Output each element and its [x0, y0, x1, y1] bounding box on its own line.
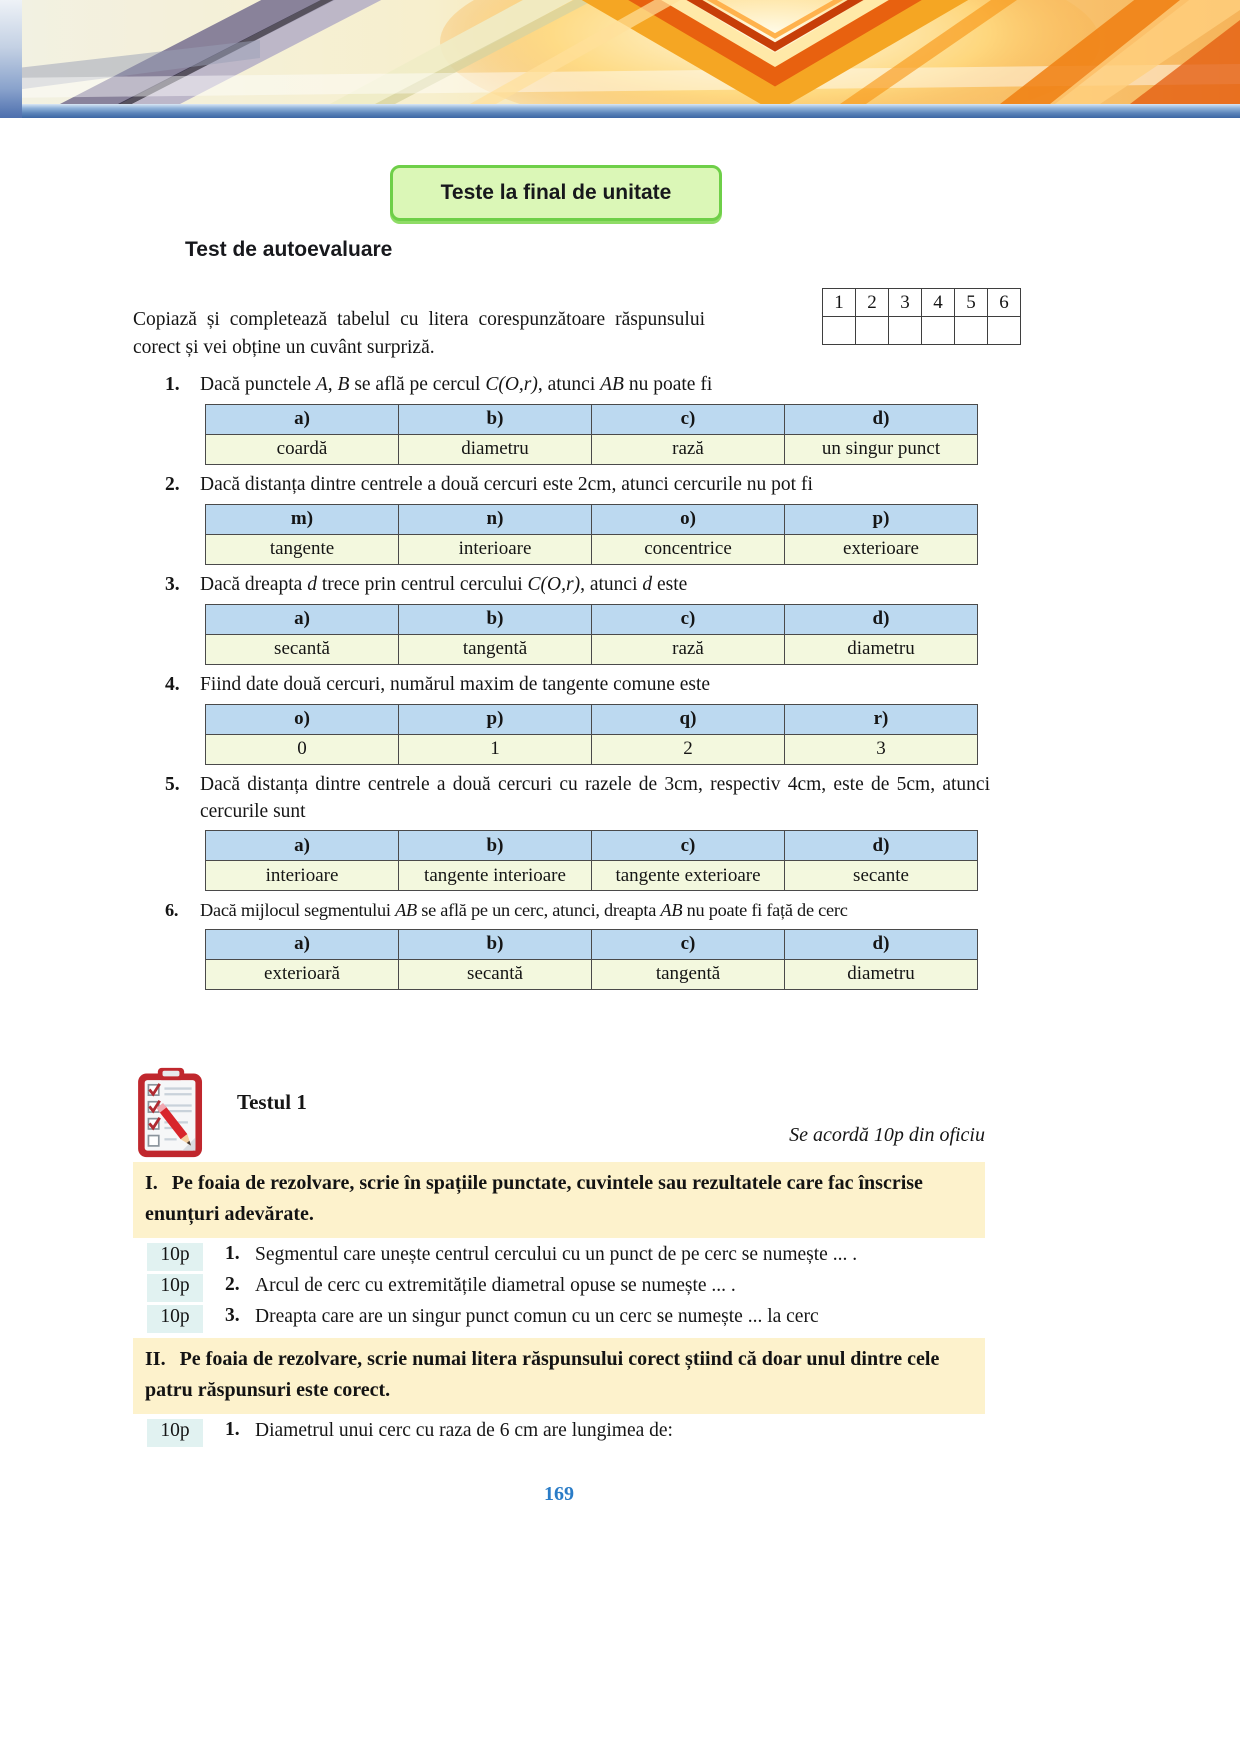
option-value: 3 — [785, 734, 978, 764]
option-label: c) — [592, 404, 785, 434]
self-evaluation-heading: Test de autoevaluare — [185, 238, 393, 261]
question-text: Dacă dreapta d trece prin centrul cercului C(O,r), atunci d este — [200, 573, 688, 595]
option-label: d) — [785, 831, 978, 861]
exercise-number: 2. — [225, 1274, 240, 1295]
answer-grid-empty-cell — [856, 317, 889, 345]
answer-grid-empty-cell — [988, 317, 1021, 345]
question-4 — [0, 672, 1240, 765]
section-2-items — [0, 1419, 1240, 1449]
section-1-text: Pe foaia de rezolvare, scrie în spațiile punctate, cuvintele sau rezultatele care fac înscrise enunțuri adevărate. — [145, 1172, 923, 1225]
page-number: 169 — [544, 1483, 574, 1505]
option-value: exterioare — [785, 534, 978, 564]
option-label: b) — [399, 604, 592, 634]
question-number: 3. — [165, 573, 180, 595]
option-value: interioare — [206, 861, 399, 891]
option-value: diametru — [785, 959, 978, 989]
question-text: Dacă mijlocul segmentului AB se află pe un cerc, atunci, dreapta AB nu poate fi față de cerc — [200, 900, 848, 921]
answer-grid-empty-row — [823, 317, 1021, 345]
question-1 — [0, 372, 1240, 465]
option-label: b) — [399, 831, 592, 861]
question-number: 6. — [165, 900, 179, 921]
option-value: tangentă — [399, 634, 592, 664]
section-1-items — [0, 1243, 1240, 1335]
option-value: secantă — [206, 634, 399, 664]
answer-grid-number: 1 — [823, 289, 856, 317]
testul-1-header — [0, 1062, 1240, 1162]
answer-grid-number: 5 — [955, 289, 988, 317]
header-abstract-artwork — [0, 0, 1240, 104]
exercise-row — [147, 1419, 1240, 1449]
question-text: Dacă distanța dintre centrele a două cercuri cu razele de 3cm, respectiv 4cm, este de 5cm, atunci cercurile sunt — [200, 773, 990, 822]
option-label: a) — [206, 404, 399, 434]
exercise-number: 3. — [225, 1305, 240, 1326]
option-label: b) — [399, 404, 592, 434]
option-value: 1 — [399, 734, 592, 764]
question-number: 5. — [165, 773, 180, 795]
option-label: d) — [785, 404, 978, 434]
option-value: rază — [592, 434, 785, 464]
option-label: o) — [592, 504, 785, 534]
section-1-numeral: I. — [145, 1172, 158, 1194]
question-number: 1. — [165, 374, 180, 395]
option-label: c) — [592, 929, 785, 959]
option-label: m) — [206, 504, 399, 534]
option-label: a) — [206, 831, 399, 861]
option-value: secantă — [399, 959, 592, 989]
option-value: tangente — [206, 534, 399, 564]
options-table — [205, 504, 978, 565]
question-text: Dacă distanța dintre centrele a două cercuri este 2cm, atunci cercurile nu pot fi — [200, 473, 813, 495]
question-number: 4. — [165, 673, 180, 695]
section-1-heading — [133, 1162, 985, 1238]
answer-grid-empty-cell — [889, 317, 922, 345]
option-value: secante — [785, 861, 978, 891]
exercise-text: Dreapta care are un singur punct comun cu un cerc se numește ... la cerc — [255, 1305, 819, 1327]
option-value: diametru — [399, 434, 592, 464]
option-label: c) — [592, 604, 785, 634]
header-banner — [0, 0, 1240, 118]
option-label: n) — [399, 504, 592, 534]
option-label: p) — [399, 704, 592, 734]
answer-grid-number: 6 — [988, 289, 1021, 317]
option-label: r) — [785, 704, 978, 734]
options-table — [205, 604, 978, 665]
points-badge: 10p — [147, 1305, 203, 1333]
question-text: Fiind date două cercuri, numărul maxim de tangente comune este — [200, 673, 711, 695]
question-number: 2. — [165, 473, 180, 495]
test-1-title: Testul 1 — [237, 1090, 307, 1114]
section-2-numeral: II. — [145, 1348, 166, 1370]
options-table — [205, 704, 978, 765]
question-2 — [0, 472, 1240, 565]
exercise-row — [147, 1243, 1240, 1273]
option-value: coardă — [206, 434, 399, 464]
answer-grid-number: 3 — [889, 289, 922, 317]
answer-grid-number-row — [823, 289, 1021, 317]
exercise-text: Diametrul unui cerc cu raza de 6 cm are lungimea de: — [255, 1419, 673, 1441]
option-label: d) — [785, 929, 978, 959]
question-3 — [0, 572, 1240, 665]
abstract-art-svg — [0, 0, 1240, 104]
answer-grid-empty-cell — [922, 317, 955, 345]
option-value: exterioară — [206, 959, 399, 989]
exercise-row — [147, 1274, 1240, 1304]
options-table — [205, 404, 978, 465]
left-edge-bar — [0, 0, 22, 118]
exercise-text: Segmentul care unește centrul cercului cu un punct de pe cerc se numește ... . — [255, 1243, 858, 1265]
option-value: rază — [592, 634, 785, 664]
option-label: a) — [206, 929, 399, 959]
option-value: 0 — [206, 734, 399, 764]
unit-test-title-box — [390, 165, 722, 221]
option-value: tangente exterioare — [592, 861, 785, 891]
option-value: un singur punct — [785, 434, 978, 464]
intro-text: Copiază și completează tabelul cu litera corespunzătoare răspunsului corect și vei obține un cuvânt surpriză. — [133, 309, 705, 358]
question-text: Dacă punctele A, B se află pe cercul C(O,r), atunci AB nu poate fi — [200, 374, 713, 395]
option-value: interioare — [399, 534, 592, 564]
option-label: c) — [592, 831, 785, 861]
question-list — [0, 372, 1240, 997]
points-badge: 10p — [147, 1243, 203, 1271]
question-6 — [0, 898, 1240, 989]
points-badge: 10p — [147, 1419, 203, 1447]
option-label: o) — [206, 704, 399, 734]
question-5 — [0, 772, 1240, 892]
exercise-text: Arcul de cerc cu extremitățile diametral opuse se numește ... . — [255, 1274, 736, 1296]
answer-grid-empty-cell — [823, 317, 856, 345]
option-value: 2 — [592, 734, 785, 764]
exercise-number: 1. — [225, 1243, 240, 1264]
option-value: diametru — [785, 634, 978, 664]
exercise-number: 1. — [225, 1419, 240, 1440]
option-value: concentrice — [592, 534, 785, 564]
points-badge: 10p — [147, 1274, 203, 1302]
option-label: b) — [399, 929, 592, 959]
answer-grid-number: 4 — [922, 289, 955, 317]
option-label: d) — [785, 604, 978, 634]
answer-letter-grid — [822, 288, 1021, 345]
section-2-heading — [133, 1338, 985, 1414]
option-value: tangente interioare — [399, 861, 592, 891]
answer-grid-number: 2 — [856, 289, 889, 317]
option-label: p) — [785, 504, 978, 534]
bonus-points-note: Se acordă 10p din oficiu — [789, 1124, 985, 1146]
testul-1-section — [0, 1062, 1240, 1506]
exercise-row — [147, 1305, 1240, 1335]
header-blue-strip — [0, 104, 1240, 118]
answer-grid-empty-cell — [955, 317, 988, 345]
option-label: q) — [592, 704, 785, 734]
option-value: tangentă — [592, 959, 785, 989]
unit-test-title: Teste la final de unitate — [440, 181, 672, 204]
option-label: a) — [206, 604, 399, 634]
options-table — [205, 929, 978, 990]
options-table — [205, 830, 978, 891]
section-2-text: Pe foaia de rezolvare, scrie numai litera răspunsului corect știind că doar unul dintre cele patru răspunsuri este corect. — [145, 1348, 940, 1401]
